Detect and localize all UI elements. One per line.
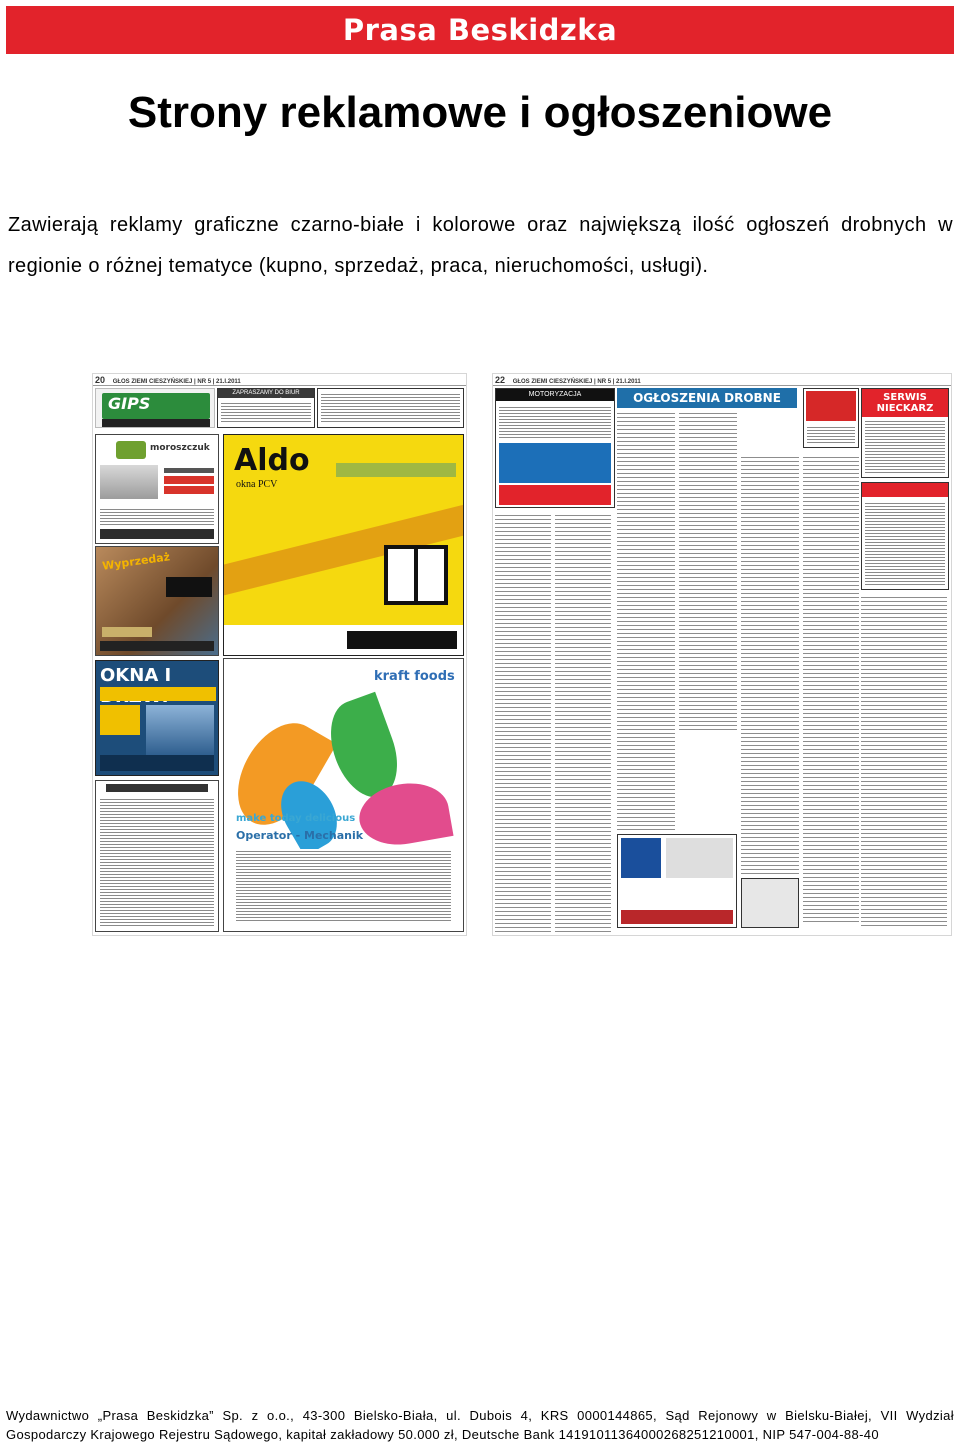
ad-insurance [861, 482, 949, 590]
zapraszamy-text [221, 401, 311, 424]
newspaper-page-left [92, 373, 467, 936]
kraft-job-title: Operator - Mechanik [236, 829, 364, 842]
insurance-red-bar [862, 483, 948, 497]
classifieds-column [679, 410, 737, 730]
wyprzedaz-label: Wyprzedaż [101, 550, 171, 573]
classifieds-column [803, 454, 859, 924]
description-paragraph: Zawierają reklamy graficzne czarno-białe i kolorowe oraz największą ilość ogłoszeń drobnych w regionie o różnej tematyce (kupno, sprzedaż, praca, nieruchomości, usługi). [8, 214, 953, 277]
black-white-logo [166, 577, 212, 597]
kraft-tagline: make today delicious [236, 813, 356, 824]
ad-gips [95, 388, 215, 428]
service-red-box [806, 391, 856, 421]
moroszczuk-label: moroszczuk [150, 443, 210, 453]
brand-banner [6, 6, 954, 54]
stacja-kontroli-ad [499, 443, 611, 483]
ad-public-notice [95, 780, 219, 932]
ad-small-service [803, 388, 859, 448]
dealer-photo [666, 838, 733, 878]
page-number: 22 [495, 375, 506, 385]
sja-logo [100, 705, 140, 735]
office-addresses-text [321, 392, 460, 424]
publisher-footer: Wydawnictwo „Prasa Beskidzka” Sp. z o.o., 43-300 Bielsko-Biała, ul. Dubois 4, KRS 0000144865, Sąd Rejonowy w Bielsku-Białej, VII Wydział Gospodarczy Krajowego Rejestru Sądowego, kapitał zakładowy 50.000 zł, Deutsche Bank 14191011364000268251210001, NIP 547-004-88-40 [6, 1408, 954, 1442]
page-number: 20 [95, 375, 106, 385]
classifieds-column [495, 512, 551, 932]
nieckarz-text [865, 419, 945, 474]
motoryzacja-text [499, 405, 611, 439]
insurance-text [865, 501, 945, 586]
dealer-logo [621, 838, 661, 878]
okna-photo [146, 705, 214, 755]
gips-subbar [102, 419, 210, 427]
aldo-footer [224, 625, 463, 655]
aldo-url-bar [336, 463, 456, 477]
ogloszenia-header [617, 388, 797, 408]
promo-box [162, 465, 216, 499]
ad-office-addresses [317, 388, 464, 428]
ogloszenia-label: OGŁOSZENIA DROBNE [633, 391, 781, 405]
aldo-subtitle: okna PCV [236, 479, 278, 490]
aldo-logo: Aldo [234, 443, 310, 478]
zapraszamy-label: ZAPRASZAMY DO BIUR [218, 389, 314, 398]
onyx-logo [102, 627, 152, 637]
page-header [93, 376, 466, 386]
ad-aldo [223, 434, 464, 656]
ad-okna-i-drzwi [95, 660, 219, 776]
classifieds-column [617, 410, 675, 830]
kraft-logo: kraft foods [374, 669, 455, 684]
mm-logo [116, 441, 146, 459]
classifieds-column [555, 512, 611, 932]
okna-label: OKNA I [100, 665, 172, 686]
gips-label: GIPS [108, 394, 151, 413]
page-title: Strony reklamowe i ogłoszeniowe [127, 88, 833, 137]
page-header-text: GŁOS ZIEMI CIESZYŃSKIEJ | NR 5 | 21.I.2011 [112, 379, 241, 385]
kitchen-photo [100, 465, 158, 499]
newspaper-page-right [492, 373, 952, 936]
notice-heading [106, 784, 208, 792]
notice-text [100, 797, 214, 927]
classifieds-column [741, 454, 799, 874]
classifieds-column [861, 594, 947, 928]
page-header-text: GŁOS ZIEMI CIESZYŃSKIEJ | NR 5 | 21.I.2011 [512, 379, 641, 385]
ad-furniture-sale [95, 546, 219, 656]
ad-small-promo [741, 878, 799, 928]
service-text [807, 425, 855, 444]
ad-kraft-foods [223, 658, 464, 932]
brand-logo: Prasa Beskidzka [342, 13, 618, 47]
dealer-footer-bar [621, 910, 733, 924]
kraft-job-text [236, 849, 451, 923]
ad-nieckarz [861, 388, 949, 478]
ad-car-dealer [617, 834, 737, 928]
myjnia-ad [499, 485, 611, 505]
page-header [493, 376, 951, 386]
motoryzacja-heading: MOTORYZACJA [496, 389, 614, 401]
moroszczuk-footer-bar [100, 529, 214, 539]
ad-moroszczuk [95, 434, 219, 544]
ad-motoryzacja [495, 388, 615, 508]
furniture-phone-bar [100, 641, 214, 651]
okna-footer [100, 755, 214, 771]
window-icon [384, 545, 448, 605]
nieckarz-label: SERWIS NIECKARZ [862, 389, 948, 417]
moroszczuk-text [100, 507, 214, 527]
ad-zapraszamy [217, 388, 315, 428]
okna-yellow-bar [100, 687, 216, 701]
